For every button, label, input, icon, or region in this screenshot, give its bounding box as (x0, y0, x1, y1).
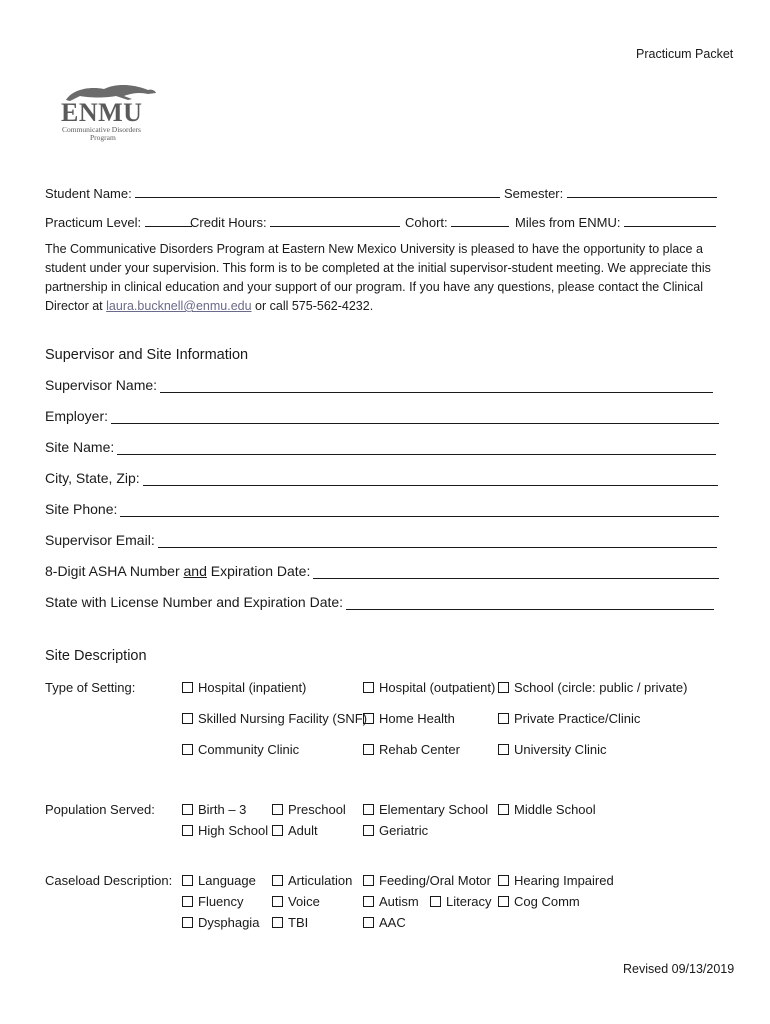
option-voice[interactable] (272, 894, 320, 909)
credit-group: Credit Hours: (190, 212, 400, 230)
semester-group: Semester: (504, 183, 717, 201)
population-label: Population Served: (45, 802, 155, 817)
setting-label: Type of Setting: (45, 680, 136, 695)
checkbox[interactable] (498, 744, 509, 755)
option-geriatric[interactable] (363, 823, 428, 838)
checkbox[interactable] (272, 804, 283, 815)
checkbox[interactable] (498, 713, 509, 724)
option-label: Articulation (288, 873, 353, 888)
supervisor-email-label: Supervisor Email: (45, 532, 155, 548)
semester-label: Semester (504, 186, 560, 201)
checkbox[interactable] (272, 825, 283, 836)
option-label: Dysphagia (198, 915, 260, 930)
level-group: Practicum Level: (45, 212, 192, 230)
option-literacy[interactable] (430, 894, 492, 909)
checkbox[interactable] (430, 896, 441, 907)
checkbox[interactable] (363, 744, 374, 755)
option-label: University Clinic (514, 742, 607, 757)
option-label: School (circle: public / private) (514, 680, 688, 695)
checkbox[interactable] (498, 804, 509, 815)
checkbox[interactable] (363, 896, 374, 907)
site-phone-field[interactable] (120, 502, 719, 517)
credit-label: Credit Hours (190, 215, 263, 230)
option-language[interactable] (182, 873, 256, 888)
site-name-field[interactable] (117, 440, 716, 455)
site-phone-label: Site Phone: (45, 501, 118, 517)
option-label: Elementary School (379, 802, 489, 817)
credit-field[interactable] (270, 212, 400, 227)
option-rehab-center[interactable] (363, 742, 460, 757)
checkbox[interactable] (363, 825, 374, 836)
option-high-school[interactable] (182, 823, 268, 838)
option-snf[interactable] (182, 711, 367, 726)
checkbox[interactable] (182, 896, 193, 907)
city-label: City, State, Zip: (45, 470, 140, 486)
option-hospital-inpatient[interactable] (182, 680, 306, 695)
option-dysphagia[interactable] (182, 915, 259, 930)
option-label: Literacy (446, 894, 492, 909)
option-label: Community Clinic (198, 742, 300, 757)
checkbox[interactable] (363, 682, 374, 693)
option-label: Cog Comm (514, 894, 580, 909)
city-field[interactable] (143, 471, 718, 486)
checkbox[interactable] (363, 917, 374, 928)
checkbox[interactable] (182, 713, 193, 724)
level-label: Practicum Level (45, 215, 138, 230)
checkbox[interactable] (182, 825, 193, 836)
license-label: State with License Number and Expiration Date: (45, 594, 344, 610)
logo-name: ENMU (61, 98, 143, 127)
asha-label-pre: 8-Digit ASHA Number (45, 563, 184, 579)
enmu-logo (58, 80, 158, 142)
option-label: Hospital (outpatient) (379, 680, 496, 695)
option-aac[interactable] (363, 915, 406, 930)
miles-label: Miles from ENMU (515, 215, 617, 230)
semester-field[interactable] (567, 183, 717, 198)
option-hospital-outpatient[interactable] (363, 680, 495, 695)
option-label: Geriatric (379, 823, 429, 838)
license-field[interactable] (346, 595, 714, 610)
student-name-label: Student Name (45, 186, 129, 201)
checkbox[interactable] (498, 896, 509, 907)
option-label: High School (198, 823, 269, 838)
license-row (45, 594, 714, 610)
site-phone-row (45, 501, 719, 517)
option-label: Skilled Nursing Facility (SNF) (198, 711, 368, 726)
employer-label: Employer: (45, 408, 109, 424)
option-feeding[interactable] (363, 873, 491, 888)
packet-label: Practicum Packet (636, 47, 734, 61)
cohort-group: Cohort: (405, 212, 509, 230)
employer-field[interactable] (111, 409, 719, 424)
option-elementary[interactable] (363, 802, 488, 817)
asha-label (45, 563, 310, 579)
checkbox[interactable] (498, 875, 509, 886)
revised-date: Revised 09/13/2019 (623, 962, 735, 976)
checkbox[interactable] (182, 744, 193, 755)
intro-paragraph (45, 240, 735, 316)
cohort-label: Cohort (405, 215, 445, 230)
option-label: AAC (379, 915, 406, 930)
city-row (45, 470, 718, 486)
option-label: Rehab Center (379, 742, 460, 757)
option-label: Preschool (288, 802, 346, 817)
asha-label-and: and (183, 563, 207, 579)
option-label: Private Practice/Clinic (514, 711, 641, 726)
asha-row (45, 563, 719, 579)
asha-label-post: Expiration Date: (206, 563, 311, 579)
clinical-director-email-link[interactable]: laura.bucknell@enmu.edu (106, 299, 252, 313)
option-private-practice[interactable] (498, 711, 640, 726)
intro-text: The Communicative Disorders Program at Eastern New Mexico University is pleased to have the opportunity to place a student under your supervision. This form is to be completed at the initial supervisor-student meeting. We appreciate this partnership in clinical education and your support of our program. If you have any questions, please contact the Clinical Director at (45, 242, 711, 313)
option-label: TBI (288, 915, 309, 930)
option-label: Hospital (inpatient) (198, 680, 307, 695)
option-tbi[interactable] (272, 915, 308, 930)
option-adult[interactable] (272, 823, 318, 838)
checkbox[interactable] (272, 875, 283, 886)
miles-group: Miles from ENMU: (515, 212, 716, 230)
checkbox[interactable] (272, 917, 283, 928)
option-preschool[interactable] (272, 802, 346, 817)
checkbox[interactable] (363, 804, 374, 815)
option-label: Adult (288, 823, 318, 838)
option-hearing-impaired[interactable] (498, 873, 614, 888)
option-label: Hearing Impaired (514, 873, 614, 888)
checkbox[interactable] (182, 804, 193, 815)
checkbox[interactable] (182, 917, 193, 928)
option-home-health[interactable] (363, 711, 455, 726)
supervisor-section-title: Supervisor and Site Information (45, 347, 249, 363)
site-section-title: Site Description (45, 648, 147, 664)
cohort-field[interactable] (451, 212, 509, 227)
checkbox[interactable] (182, 682, 193, 693)
checkbox[interactable] (498, 682, 509, 693)
option-label: Middle School (514, 802, 596, 817)
option-label: Fluency (198, 894, 244, 909)
asha-field[interactable] (313, 564, 719, 579)
student-name-field[interactable] (135, 183, 500, 198)
option-autism[interactable] (363, 894, 419, 909)
intro-tail: or call 575-562-4232. (251, 299, 374, 313)
miles-field[interactable] (624, 212, 716, 227)
option-articulation[interactable] (272, 873, 352, 888)
option-fluency[interactable] (182, 894, 244, 909)
option-community-clinic[interactable] (182, 742, 299, 757)
supervisor-name-label: Supervisor Name: (45, 377, 158, 393)
option-middle-school[interactable] (498, 802, 596, 817)
supervisor-email-field[interactable] (158, 533, 717, 548)
option-school[interactable] (498, 680, 687, 695)
supervisor-name-field[interactable] (160, 378, 713, 393)
option-label: Language (198, 873, 256, 888)
option-birth-3[interactable] (182, 802, 246, 817)
option-label: Home Health (379, 711, 455, 726)
option-cog-comm[interactable] (498, 894, 580, 909)
option-label: Feeding/Oral Motor (379, 873, 491, 888)
site-name-row (45, 439, 716, 455)
option-label: Birth – 3 (198, 802, 247, 817)
employer-row (45, 408, 719, 424)
checkbox[interactable] (363, 875, 374, 886)
supervisor-email-row (45, 532, 717, 548)
option-university-clinic[interactable] (498, 742, 606, 757)
caseload-label: Caseload Description: (45, 873, 173, 888)
checkbox[interactable] (363, 713, 374, 724)
level-field[interactable] (145, 212, 192, 227)
site-name-label: Site Name: (45, 439, 115, 455)
checkbox[interactable] (272, 896, 283, 907)
option-label: Autism (379, 894, 419, 909)
supervisor-name-row (45, 377, 713, 393)
logo-line1: Communicative Disorders (62, 125, 141, 134)
option-label: Voice (288, 894, 320, 909)
student-row-1: Student Name: (45, 183, 500, 201)
logo-line2: Program (90, 133, 116, 142)
checkbox[interactable] (182, 875, 193, 886)
